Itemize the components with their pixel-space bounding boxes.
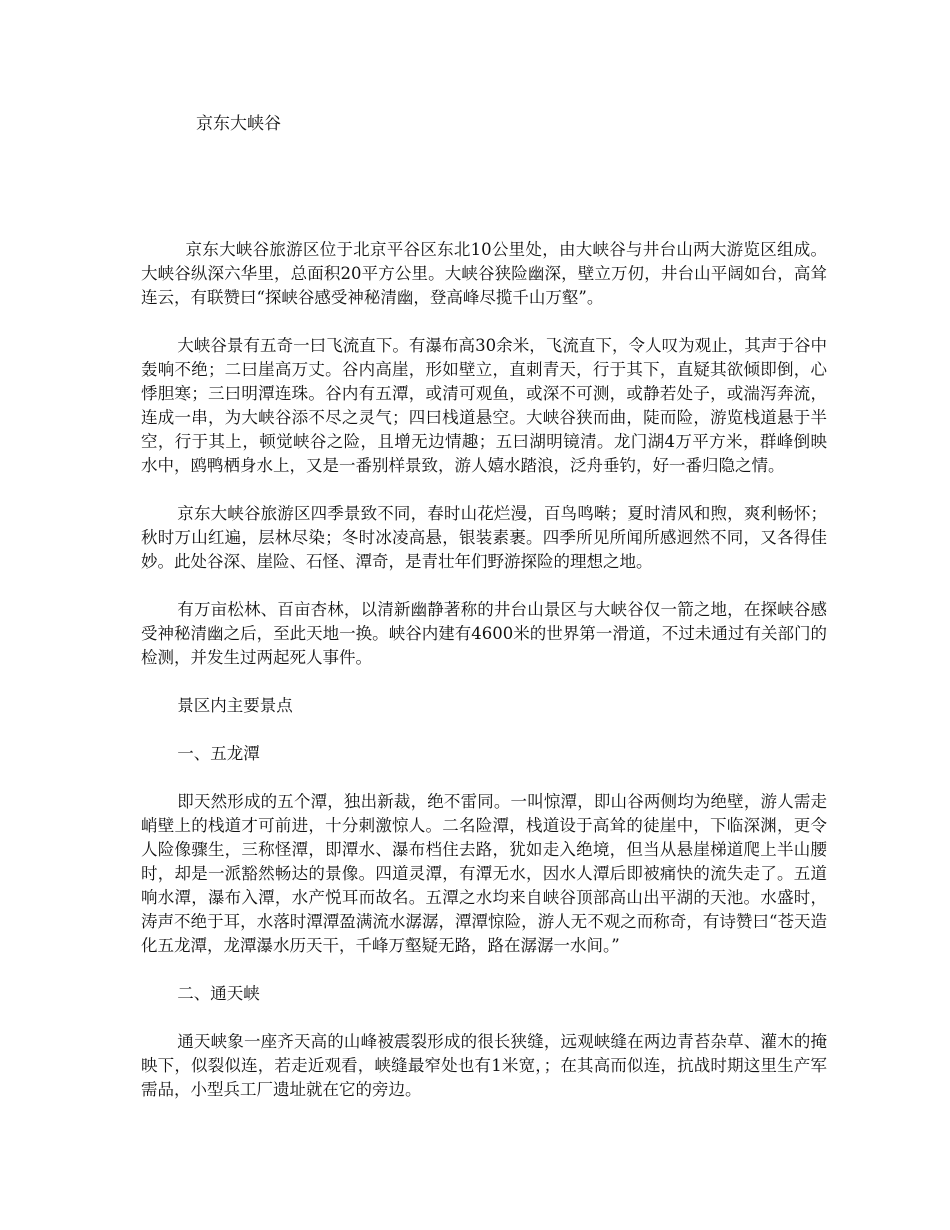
paragraph-wulong-pool: 即天然形成的五个潭，独出新裁，绝不雷同。一叫惊潭，即山谷两侧均为绝壁，游人需走峭壁上的栈道才可前进，十分刺激惊人。二名险潭，栈道设于高耸的徒崖中，下临深渊，更令人险像骤生，三称怪潭，即潭水、瀑布档住去路，犹如走入绝境，但当从悬崖梯道爬上半山腰时，却是一派豁然畅达的景像。四道灵潭，有潭无水，因水人潭后即被痛快的流失走了。五道响水潭，瀑布入潭，水产悦耳而故名。五潭之水均来自峡谷顶部高山出平湖的天池。水盛时，涛声不绝于耳，水落时潭潭盈满流水潺潺，潭潭惊险，游人无不观之而称奇，有诗赞曰“苍天造化五龙潭，龙潭瀑水历天干，千峰万壑疑无路，路在潺潺一水间。” — [141, 792, 827, 955]
section-heading-tongtian-gorge: 二、通天峡 — [177, 984, 260, 1003]
paragraph-tongtian-gorge: 通天峡象一座齐天高的山峰被震裂形成的很长狭缝，远观峡缝在两边青苔杂草、灌木的掩映下，似裂似连，若走近观看，峡缝最窄处也有1米宽，；在其高而似连，抗战时期这里生产军需品，小型兵工厂遗址就在它的旁边。 — [141, 1032, 827, 1099]
paragraph-jingtai-mountain: 有万亩松林、百亩杏林，以清新幽静著称的井台山景区与大峡谷仅一箭之地，在探峡谷感受神秘清幽之后，至此天地一换。峡谷内建有4600米的世界第一滑道，不过未通过有关部门的检测，并发生过两起死人事件。 — [141, 600, 827, 667]
paragraph-seasons: 京东大峡谷旅游区四季景致不同，春时山花烂漫，百鸟鸣啭；夏时清风和煦，爽利畅怀；秋时万山红遍，层林尽染；冬时冰凌高悬，银装素裹。四季所见所闻所感迥然不同，又各得佳妙。此处谷深、崖险、石怪、潭奇，是青壮年们野游探险的理想之地。 — [141, 504, 827, 571]
paragraph-five-wonders: 大峡谷景有五奇一曰飞流直下。有瀑布高30余米，飞流直下，令人叹为观止，其声于谷中轰响不绝；二曰崖高万丈。谷内高崖，形如壁立，直刺青天，行于其下，直疑其欲倾即倒，心悸胆寒；三曰明潭连珠。谷内有五潭，或清可观鱼，或深不可测，或静若处子，或湍泻奔流，连成一串，为大峡谷添不尽之灵气；四曰栈道悬空。大峡谷狭而曲，陡而险，游览栈道悬于半空，行于其上，顿觉峡谷之险，且增无边情趣；五曰湖明镜清。龙门湖4万平方米，群峰倒映水中，鸥鸭栖身水上，又是一番别样景致，游人嬉水踏浪，泛舟垂钓，好一番归隐之情。 — [141, 336, 827, 475]
document-title: 京东大峡谷 — [196, 114, 281, 134]
paragraph-intro: 京东大峡谷旅游区位于北京平谷区东北10公里处，由大峡谷与井台山两大游览区组成。大峡谷纵深六华里，总面积20平方公里。大峡谷狭险幽深，壁立万仞，井台山平阔如台，高耸连云，有联赞曰“探峡谷感受神秘清幽，登高峰尽揽千山万壑”。 — [141, 240, 827, 307]
section-heading-wulong-pool: 一、五龙潭 — [177, 744, 260, 763]
document-body — [141, 238, 827, 1126]
section-heading-main-sights: 景区内主要景点 — [177, 696, 293, 715]
